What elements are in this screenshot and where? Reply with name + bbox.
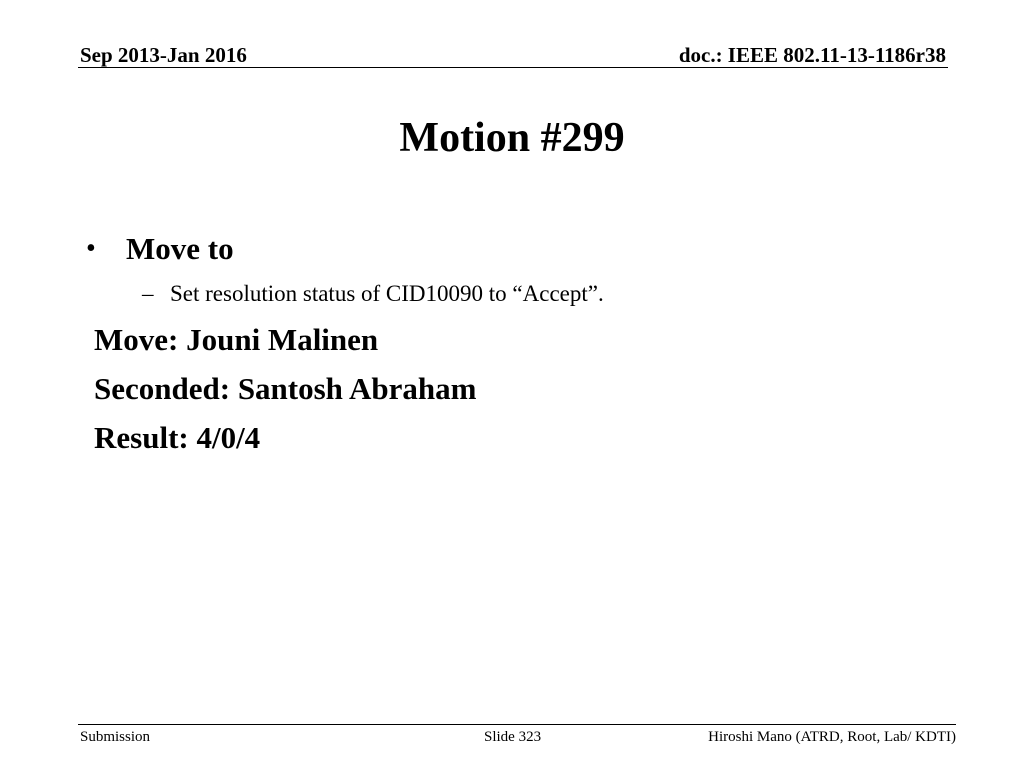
footer-author: Hiroshi Mano (ATRD, Root, Lab/ KDTI): [708, 729, 956, 745]
header-date-range: Sep 2013-Jan 2016: [80, 43, 247, 67]
sub-bullet-marker: –: [142, 281, 154, 306]
header-doc-id: doc.: IEEE 802.11-13-1186r38: [678, 43, 946, 67]
header-divider: [78, 67, 948, 68]
footer-submission: Submission: [80, 729, 151, 745]
result-line: Result: 4/0/4: [94, 420, 261, 455]
bullet-marker: •: [86, 233, 96, 264]
footer-slide-number: Slide 323: [484, 729, 542, 745]
seconder-line: Seconded: Santosh Abraham: [94, 371, 477, 406]
slide-title: Motion #299: [399, 115, 625, 161]
mover-line: Move: Jouni Malinen: [94, 322, 379, 357]
footer-divider: [78, 724, 956, 725]
bullet-text: Move to: [126, 231, 234, 266]
sub-bullet-text: Set resolution status of CID10090 to “Accept”.: [170, 281, 604, 306]
